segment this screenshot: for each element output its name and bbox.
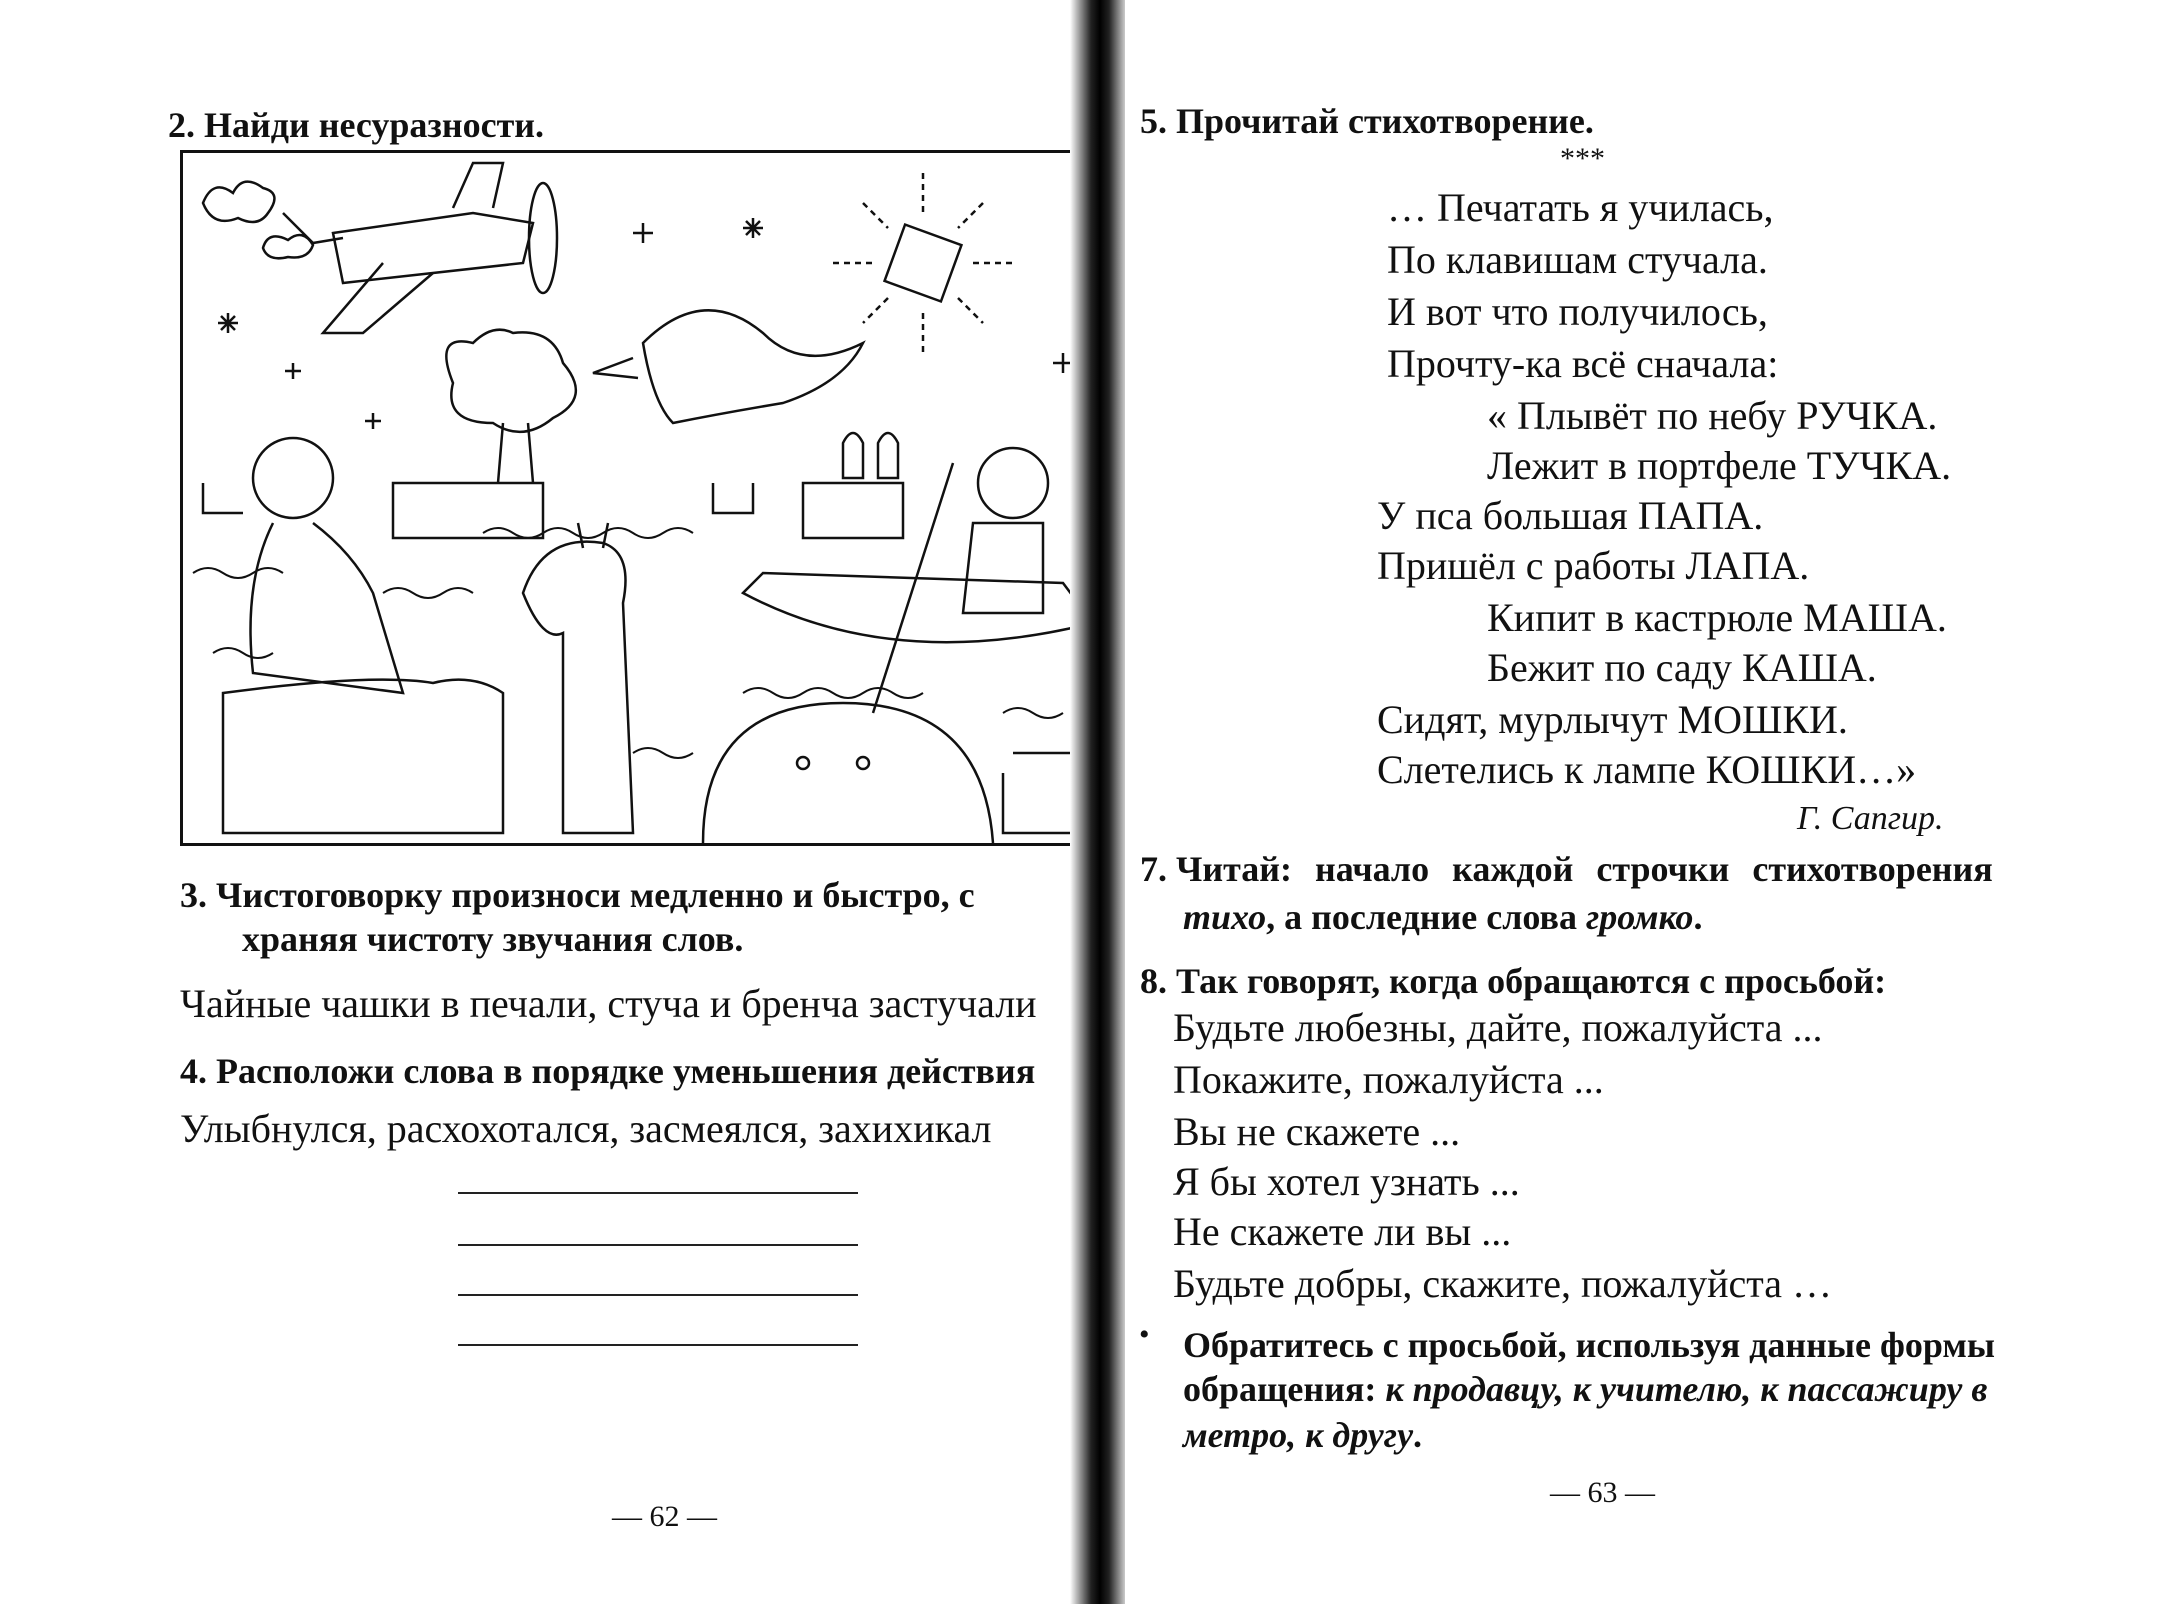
poem-line: И вот что получилось, [1387, 289, 1768, 334]
right-page [1125, 0, 2166, 1604]
task8-note-line1: Обратитесь с просьбой, используя данные формы [1183, 1325, 1995, 1365]
boat-icon [743, 573, 1083, 642]
task8-number: 8. [1140, 961, 1167, 1001]
bullet-icon: • [1139, 1318, 1150, 1351]
task7-number: 7. [1140, 849, 1167, 889]
poem-author: Г. Сапгир. [1797, 800, 1944, 837]
penguin-icon [643, 310, 863, 423]
star-icon [218, 313, 238, 333]
poem-line: У пса большая ПАПА. [1377, 493, 1764, 538]
ice-floe [393, 483, 543, 538]
task8-note-bold: обращения: [1183, 1369, 1386, 1409]
poem-line: Кипит в кастрюле МАША. [1487, 595, 1947, 640]
task7-heading-line1 [1140, 848, 1993, 890]
star-icon [633, 223, 653, 243]
task3-tongue-twister: Чайные чашки в печали, стуча и бренча застучали [180, 981, 1037, 1026]
poem-line: Пришёл с работы ЛАПА. [1377, 543, 1810, 588]
task8-note-end: . [1413, 1415, 1423, 1455]
task5-number: 5. [1140, 101, 1167, 141]
poem-line: Лежит в портфеле ТУЧКА. [1487, 443, 1952, 488]
child-icon [978, 448, 1048, 518]
small-penguins-icon [843, 433, 898, 478]
answer-line-1[interactable] [458, 1192, 858, 1194]
tree-icon [446, 330, 576, 432]
task5-title: Прочитай стихотворение. [1176, 101, 1594, 141]
star-icon [743, 218, 763, 238]
person-icon [253, 438, 333, 518]
answer-line-3[interactable] [458, 1294, 858, 1296]
task3-heading-line1 [180, 874, 975, 916]
answer-line-2[interactable] [458, 1244, 858, 1246]
book-gutter [1070, 0, 1130, 1604]
task2-title: Найди несуразности. [204, 105, 544, 145]
task2-heading [168, 104, 544, 146]
page-number-left: — 62 — [612, 1500, 717, 1533]
task7-mid: , а последние слова [1266, 897, 1586, 937]
sun-icon [833, 173, 1013, 353]
seal-icon [703, 703, 993, 843]
task8-note-line2 [1183, 1368, 1987, 1410]
task3-title-line1: Чистоговорку произноси медленно и быстро, с [216, 875, 975, 915]
task4-words: Улыбнулся, расхохотался, засмеялся, захихикал [180, 1106, 992, 1151]
poem-line: Прочту-ка всё сначала: [1387, 341, 1779, 386]
giraffe-icon [523, 542, 633, 833]
task7-line1: Читай: начало каждой строчки стихотворения [1176, 849, 1993, 889]
poem-line: По клавишам стучала. [1387, 237, 1768, 282]
task8-note-line3 [1183, 1414, 1422, 1456]
star-icon [365, 413, 381, 429]
request-phrase: Не скажете ли вы ... [1173, 1209, 1512, 1254]
poem-line: Бежит по саду КАША. [1487, 645, 1877, 690]
poem-line: … Печатать я училась, [1387, 185, 1774, 230]
request-phrase: Покажите, пожалуйста ... [1173, 1057, 1604, 1102]
request-phrase: Будьте любезны, дайте, пожалуйста ... [1173, 1005, 1823, 1050]
task3-number: 3. [180, 875, 207, 915]
ice-floe [803, 483, 903, 538]
poem-line: « Плывёт по небу РУЧКА. [1487, 393, 1938, 438]
task3-title-line2: храняя чистоту звучания слов. [242, 919, 744, 959]
answer-line-4[interactable] [458, 1344, 858, 1346]
request-phrase: Вы не скажете ... [1173, 1109, 1461, 1154]
task8-heading [1140, 960, 1886, 1002]
task4-title: Расположи слова в порядке уменьшения действия [216, 1051, 1036, 1091]
star-icon [285, 363, 301, 379]
task8-note-italic-end: метро, к другу [1183, 1415, 1414, 1455]
task8-note-italic: к продавцу, к учителю, к пассажиру в [1385, 1369, 1988, 1409]
task4-number: 4. [180, 1051, 207, 1091]
illustration-drawing [183, 153, 1083, 843]
request-phrase: Будьте добры, скажите, пожалуйста … [1173, 1261, 1832, 1306]
cloud-icon [203, 182, 274, 222]
task8-title: Так говорят, когда обращаются с просьбой: [1176, 961, 1887, 1001]
task7-quiet: тихо [1183, 897, 1267, 937]
poem-stars: *** [1560, 142, 1605, 175]
cloud-icon [263, 235, 313, 258]
poem-line: Слетелись к лампе КОШКИ…» [1377, 747, 1917, 792]
task2-number: 2. [168, 105, 195, 145]
nonsense-illustration [180, 150, 1086, 846]
poem-line: Сидят, мурлычут МОШКИ. [1377, 697, 1848, 742]
task7-line2 [1183, 896, 1702, 938]
task7-end: . [1693, 897, 1703, 937]
airplane-icon [333, 213, 533, 283]
task7-loud: громко [1585, 897, 1694, 937]
task5-heading [1140, 100, 1594, 142]
request-phrase: Я бы хотел узнать ... [1173, 1159, 1520, 1204]
task4-heading [180, 1050, 1035, 1092]
page-number-right: — 63 — [1550, 1476, 1655, 1509]
